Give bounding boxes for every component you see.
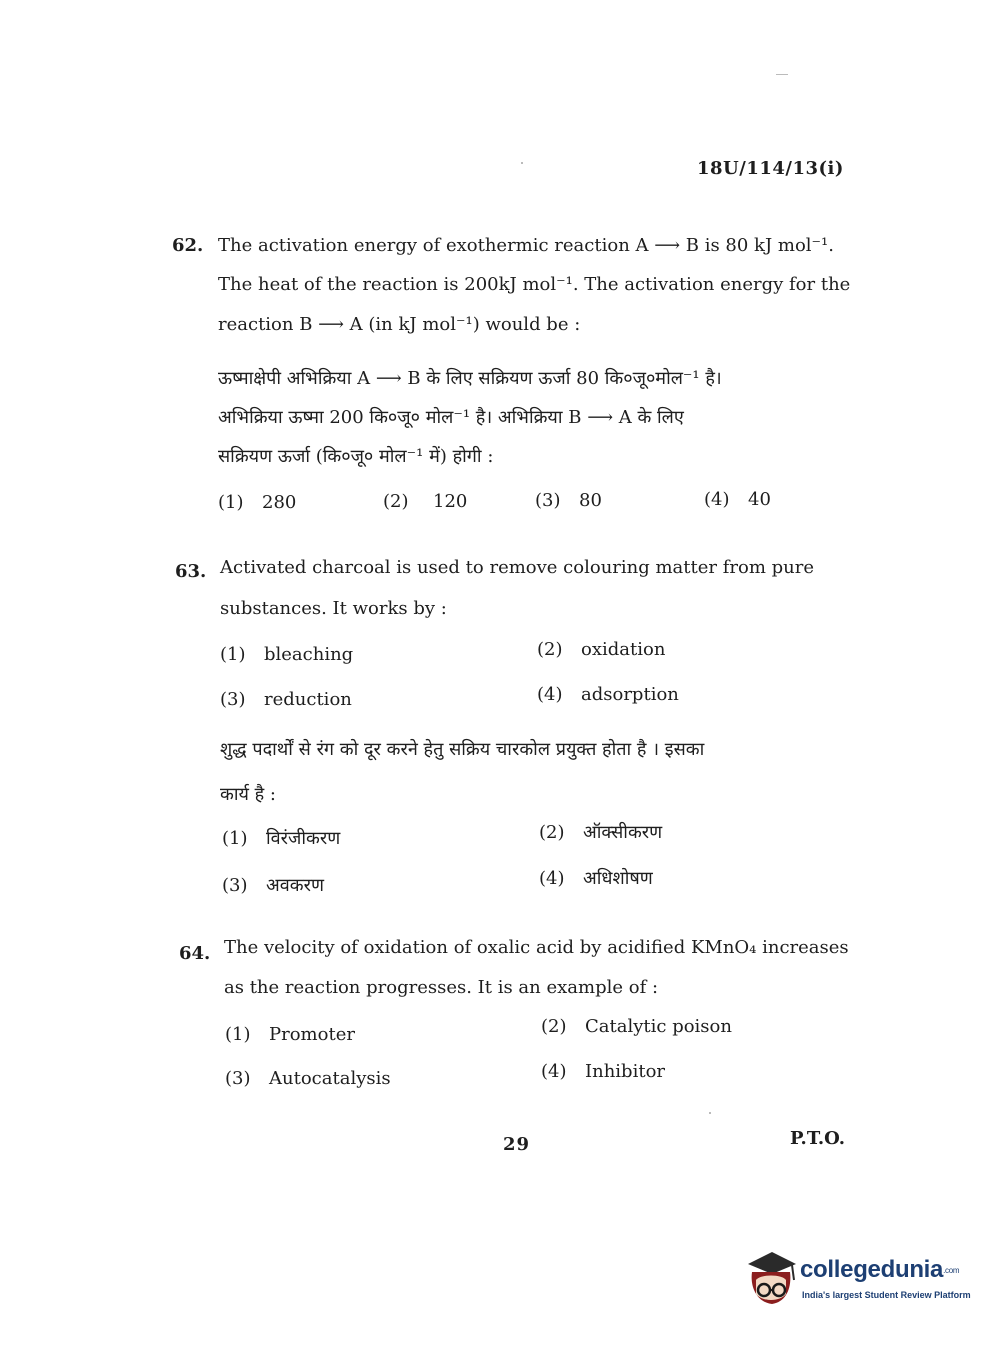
option-text: विरंजीकरण bbox=[266, 828, 341, 849]
answer-option bbox=[218, 492, 296, 513]
option-text: bleaching bbox=[264, 644, 354, 665]
pto-label: P.T.O. bbox=[790, 1128, 846, 1149]
question-text-hindi-line: सक्रियण ऊर्जा (कि०जू० मोल⁻¹ में) होगी : bbox=[218, 446, 494, 467]
scan-speck bbox=[521, 162, 523, 164]
answer-option bbox=[537, 639, 665, 660]
scan-speck bbox=[709, 1112, 711, 1114]
option-number: (4) bbox=[537, 684, 563, 705]
option-text: Catalytic poison bbox=[585, 1016, 732, 1037]
answer-option bbox=[225, 1068, 391, 1089]
option-number: (1) bbox=[220, 644, 246, 665]
answer-option bbox=[704, 489, 771, 510]
option-text: reduction bbox=[264, 689, 352, 710]
option-number: (3) bbox=[535, 490, 561, 511]
option-number: (3) bbox=[222, 875, 248, 896]
option-text: अवकरण bbox=[266, 875, 324, 896]
question-text-line: Activated charcoal is used to remove colouring matter from pure bbox=[220, 557, 814, 578]
question-text-hindi-line: अभिक्रिया ऊष्मा 200 कि०जू० मोल⁻¹ है। अभिक्रिया B ⟶ A के लिए bbox=[218, 407, 684, 428]
option-number: (4) bbox=[541, 1061, 567, 1082]
question-text-hindi-line: ऊष्माक्षेपी अभिक्रिया A ⟶ B के लिए सक्रियण ऊर्जा 80 कि०जू०मोल⁻¹ है। bbox=[218, 368, 722, 389]
paper-code: 18U/114/13(i) bbox=[697, 158, 844, 179]
option-text: 120 bbox=[433, 491, 468, 512]
answer-option bbox=[539, 820, 662, 844]
answer-option bbox=[225, 1024, 355, 1045]
option-number: (4) bbox=[539, 868, 565, 889]
question-text-line: The heat of the reaction is 200kJ mol⁻¹. The activation energy for the bbox=[218, 274, 851, 295]
option-number: (4) bbox=[704, 489, 730, 510]
question-text-line: The activation energy of exothermic reaction A ⟶ B is 80 kJ mol⁻¹. bbox=[218, 235, 834, 256]
option-number: (2) bbox=[537, 639, 563, 660]
option-number: (2) bbox=[541, 1016, 567, 1037]
option-text: adsorption bbox=[581, 684, 679, 705]
option-number: (1) bbox=[222, 828, 248, 849]
option-text: ऑक्सीकरण bbox=[583, 822, 663, 843]
answer-option bbox=[220, 644, 353, 665]
scan-speck bbox=[776, 74, 788, 75]
option-number: (2) bbox=[383, 491, 409, 512]
question-text-hindi-line: शुद्ध पदार्थों से रंग को दूर करने हेतु सक्रिय चारकोल प्रयुक्त होता है । इसका bbox=[220, 739, 705, 760]
question-text-hindi-line: कार्य है : bbox=[220, 784, 276, 805]
option-text: अधिशोषण bbox=[583, 868, 653, 889]
page-number: 29 bbox=[503, 1134, 531, 1155]
option-text: Promoter bbox=[269, 1024, 355, 1045]
answer-option bbox=[220, 689, 352, 710]
question-number: 62. bbox=[172, 235, 204, 256]
answer-option bbox=[222, 826, 340, 850]
option-number: (1) bbox=[218, 492, 244, 513]
question-number: 63. bbox=[175, 561, 207, 582]
answer-option bbox=[541, 1016, 732, 1037]
answer-option bbox=[537, 684, 679, 705]
option-text: oxidation bbox=[581, 639, 666, 660]
option-number: (3) bbox=[225, 1068, 251, 1089]
question-text-line: reaction B ⟶ A (in kJ mol⁻¹) would be : bbox=[218, 314, 581, 335]
question-number: 64. bbox=[179, 943, 211, 964]
answer-option bbox=[383, 491, 467, 512]
question-text-line: substances. It works by : bbox=[220, 598, 447, 619]
option-number: (2) bbox=[539, 822, 565, 843]
option-text: 40 bbox=[748, 489, 771, 510]
answer-option bbox=[535, 490, 602, 511]
option-text: 80 bbox=[579, 490, 602, 511]
logo-tagline: India's largest Student Review Platform bbox=[802, 1290, 971, 1300]
mascot-icon bbox=[742, 1250, 798, 1314]
option-text: Inhibitor bbox=[585, 1061, 666, 1082]
option-number: (3) bbox=[220, 689, 246, 710]
question-text-line: as the reaction progresses. It is an example of : bbox=[224, 977, 659, 998]
option-text: Autocatalysis bbox=[269, 1068, 391, 1089]
logo-wordmark: collegedunia.com bbox=[800, 1256, 960, 1283]
answer-option bbox=[539, 866, 653, 890]
collegedunia-logo bbox=[742, 1248, 972, 1318]
answer-option bbox=[541, 1061, 665, 1082]
question-text-line: The velocity of oxidation of oxalic acid by acidified KMnO₄ increases bbox=[224, 937, 849, 958]
option-number: (1) bbox=[225, 1024, 251, 1045]
option-text: 280 bbox=[262, 492, 297, 513]
answer-option bbox=[222, 873, 324, 897]
